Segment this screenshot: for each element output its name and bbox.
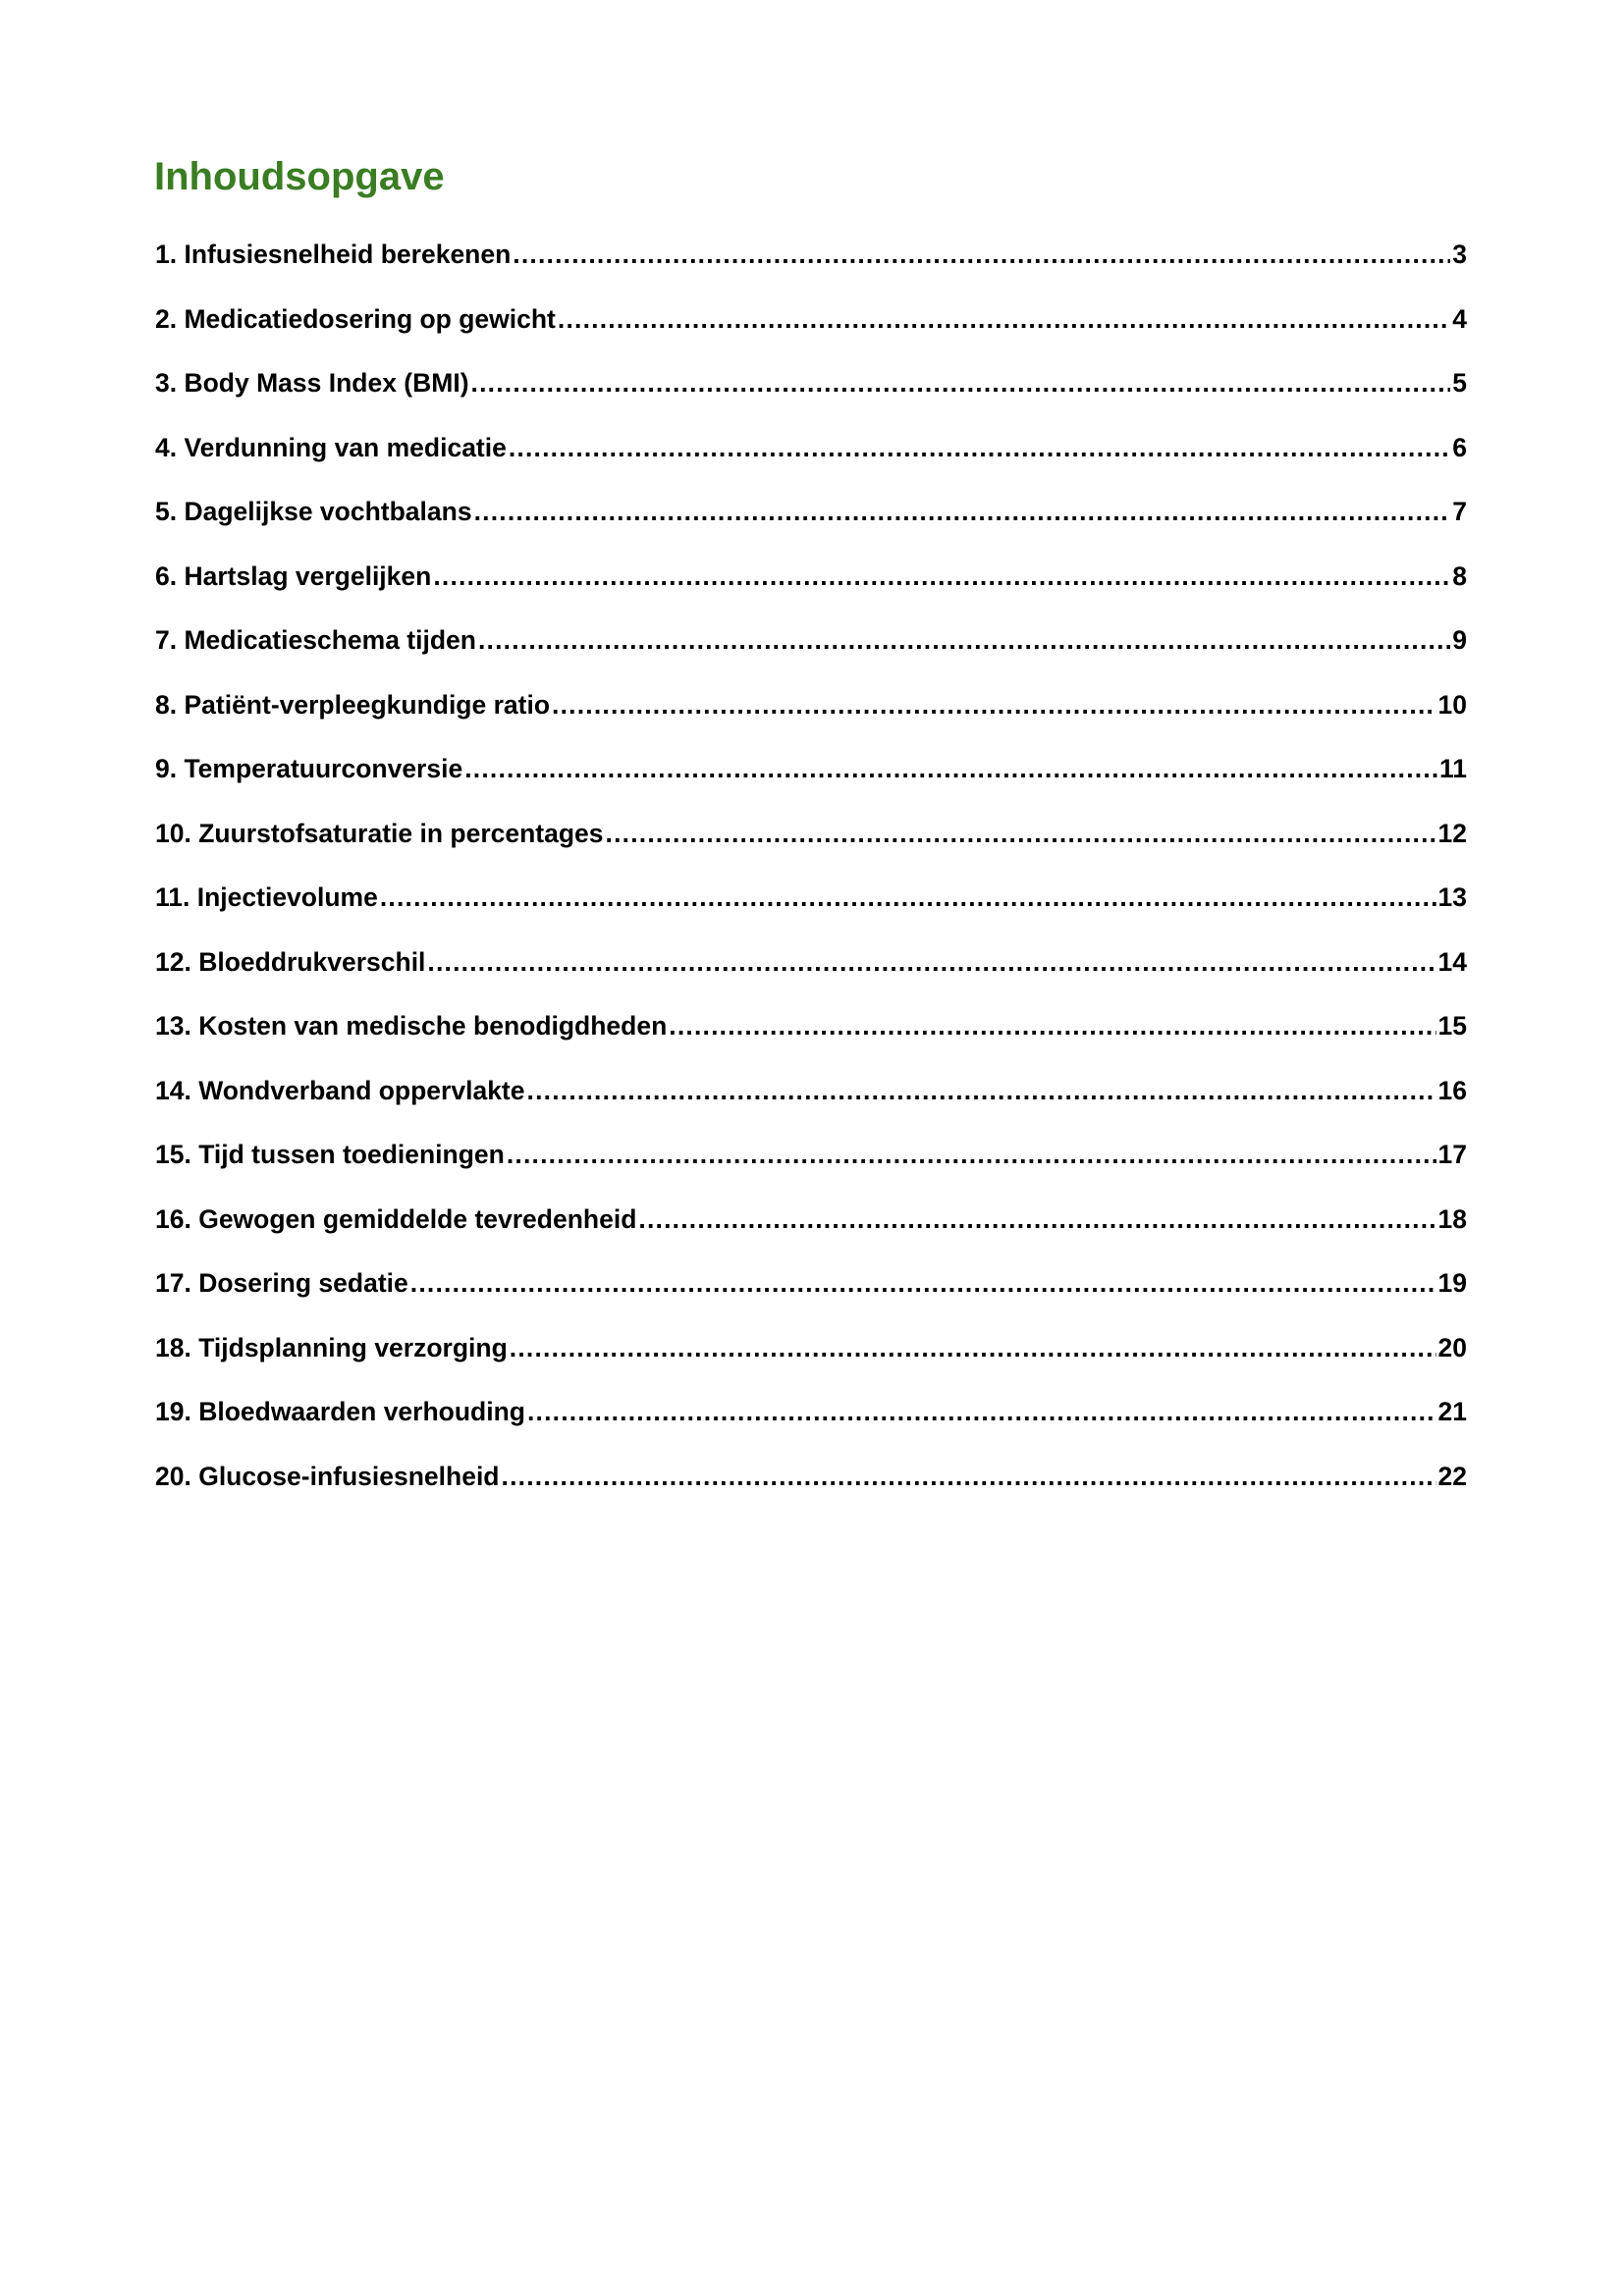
toc-entry-page-number: 17 xyxy=(1437,1140,1467,1169)
toc-entry[interactable] xyxy=(155,1011,1467,1076)
toc-entry-label: 17. Dosering sedatie xyxy=(155,1268,408,1298)
toc-entry-label: 9. Temperatuurconversie xyxy=(155,754,463,783)
dot-leader xyxy=(558,304,1450,334)
toc-entry-page-number: 5 xyxy=(1452,368,1467,398)
toc-entry[interactable] xyxy=(155,368,1467,433)
toc-entry-page-number: 16 xyxy=(1437,1075,1467,1105)
toc-entry-page-number: 9 xyxy=(1452,625,1467,655)
toc-entry[interactable] xyxy=(155,754,1467,819)
toc-entry[interactable] xyxy=(155,1397,1467,1462)
toc-entry[interactable] xyxy=(155,1204,1467,1269)
toc-entry-page-number: 10 xyxy=(1437,689,1467,720)
toc-entry-label: 13. Kosten van medische benodigdheden xyxy=(155,1011,668,1041)
toc-entry-label: 12. Bloeddrukverschil xyxy=(155,946,426,977)
dot-leader xyxy=(380,882,1436,912)
toc-entry-page-number: 13 xyxy=(1437,882,1467,912)
dot-leader xyxy=(507,1140,1436,1169)
dot-leader xyxy=(410,1268,1436,1298)
dot-leader xyxy=(527,1397,1436,1426)
toc-entry-page-number: 8 xyxy=(1452,561,1467,591)
dot-leader xyxy=(464,754,1437,783)
dot-leader xyxy=(502,1462,1436,1491)
dot-leader xyxy=(509,433,1450,462)
dot-leader xyxy=(471,368,1451,398)
toc-entry-label: 11. Injectievolume xyxy=(155,882,378,912)
toc-entry[interactable] xyxy=(155,1268,1467,1333)
toc-entry-page-number: 12 xyxy=(1437,818,1467,848)
dot-leader xyxy=(606,819,1436,848)
toc-entry-page-number: 19 xyxy=(1437,1268,1467,1298)
toc-entry-label: 7. Medicatieschema tijden xyxy=(155,625,476,655)
toc-entry[interactable] xyxy=(155,625,1467,690)
dot-leader xyxy=(669,1011,1435,1041)
dot-leader xyxy=(513,240,1450,269)
dot-leader xyxy=(433,561,1450,591)
toc-entry-label: 3. Body Mass Index (BMI) xyxy=(155,368,469,398)
dot-leader xyxy=(478,625,1450,655)
toc-entry-label: 1. Infusiesnelheid berekenen xyxy=(155,240,512,269)
toc-entry[interactable] xyxy=(155,819,1467,883)
toc-entry[interactable] xyxy=(155,1333,1467,1398)
toc-entry[interactable] xyxy=(155,497,1467,561)
toc-entry[interactable] xyxy=(155,433,1467,498)
dot-leader xyxy=(510,1333,1436,1362)
toc-entry[interactable] xyxy=(155,947,1467,1012)
toc-entry-label: 8. Patiënt-verpleegkundige ratio xyxy=(155,689,551,720)
toc-entry-page-number: 21 xyxy=(1437,1397,1467,1426)
toc-entry-page-number: 22 xyxy=(1437,1461,1467,1491)
toc-entry[interactable] xyxy=(155,882,1467,947)
dot-leader xyxy=(638,1204,1435,1234)
toc-entry-page-number: 7 xyxy=(1452,497,1467,526)
toc-entry[interactable] xyxy=(155,561,1467,626)
toc-entry-label: 10. Zuurstofsaturatie in percentages xyxy=(155,818,604,848)
toc-entry-label: 2. Medicatiedosering op gewicht xyxy=(155,303,556,334)
toc-entry[interactable] xyxy=(155,1076,1467,1141)
toc-entry-page-number: 18 xyxy=(1437,1203,1467,1234)
toc-entry-page-number: 4 xyxy=(1452,303,1467,334)
toc-entry-label: 20. Glucose-infusiesnelheid xyxy=(155,1461,500,1491)
toc-entry-label: 15. Tijd tussen toedieningen xyxy=(155,1140,505,1169)
toc-entry[interactable] xyxy=(155,1462,1467,1526)
dot-leader xyxy=(427,947,1435,977)
toc-entry-label: 19. Bloedwaarden verhouding xyxy=(155,1397,525,1426)
toc-entry-label: 16. Gewogen gemiddelde tevredenheid xyxy=(155,1203,637,1234)
toc-entry-page-number: 3 xyxy=(1452,240,1467,269)
toc-entry-page-number: 14 xyxy=(1437,946,1467,977)
toc-heading: Inhoudsopgave xyxy=(154,155,445,198)
toc-entry[interactable] xyxy=(155,240,1467,304)
table-of-contents xyxy=(155,240,1467,1525)
toc-entry-label: 18. Tijdsplanning verzorging xyxy=(155,1332,508,1362)
toc-entry-page-number: 20 xyxy=(1437,1332,1467,1362)
toc-entry-page-number: 15 xyxy=(1437,1011,1467,1041)
toc-entry-label: 6. Hartslag vergelijken xyxy=(155,561,432,591)
toc-entry-page-number: 11 xyxy=(1438,754,1467,783)
toc-entry-label: 4. Verdunning van medicatie xyxy=(155,432,507,462)
dot-leader xyxy=(527,1076,1436,1105)
toc-entry[interactable] xyxy=(155,304,1467,369)
toc-entry-page-number: 6 xyxy=(1452,432,1467,462)
toc-entry[interactable] xyxy=(155,690,1467,755)
dot-leader xyxy=(552,690,1435,720)
toc-entry-label: 14. Wondverband oppervlakte xyxy=(155,1075,525,1105)
dot-leader xyxy=(474,497,1451,526)
toc-entry[interactable] xyxy=(155,1140,1467,1204)
toc-entry-label: 5. Dagelijkse vochtbalans xyxy=(155,497,472,526)
